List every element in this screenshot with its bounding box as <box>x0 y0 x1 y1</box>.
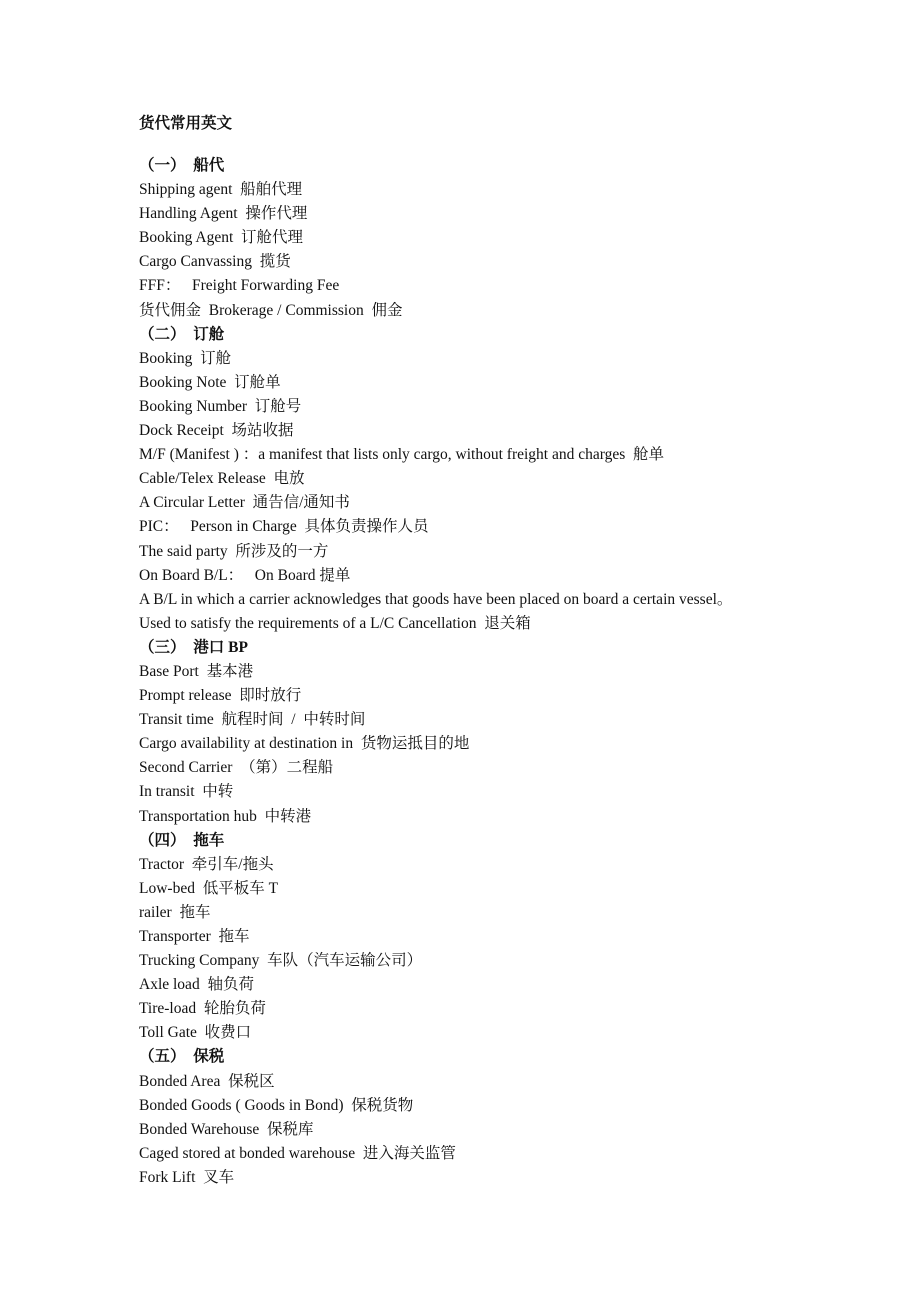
section-heading: （五） 保税 <box>139 1048 225 1066</box>
term-line: Tractor 牵引车/拖头 <box>139 855 274 873</box>
term-line: Low-bed 低平板车 T <box>139 879 279 897</box>
term-line: A B/L in which a carrier acknowledges that goods have been placed on board a certain vessel。 <box>139 590 733 608</box>
term-line: railer 拖车 <box>139 903 211 921</box>
term-line: Caged stored at bonded warehouse 进入海关监管 <box>139 1144 456 1162</box>
term-line: The said party 所涉及的一方 <box>139 542 329 560</box>
term-line: Toll Gate 收费口 <box>139 1024 252 1042</box>
term-line: In transit 中转 <box>139 783 234 801</box>
section-bonded <box>139 1045 879 1190</box>
term-line: Cable/Telex Release 电放 <box>139 470 305 488</box>
term-line: Cargo availability at destination in 货物运抵目的地 <box>139 735 470 753</box>
term-line: Tire-load 轮胎负荷 <box>139 1000 266 1018</box>
term-line: Base Port 基本港 <box>139 662 254 680</box>
term-line: Trucking Company 车队（汽车运输公司） <box>139 952 423 970</box>
section-port <box>139 636 879 829</box>
term-line: Booking Note 订舱单 <box>139 373 281 391</box>
term-line: Booking 订舱 <box>139 349 232 367</box>
term-line: PIC： Person in Charge 具体负责操作人员 <box>139 518 429 536</box>
term-line: Bonded Warehouse 保税库 <box>139 1120 314 1138</box>
section-booking <box>139 323 879 636</box>
term-line: On Board B/L： On Board 提单 <box>139 566 351 584</box>
term-line: Second Carrier （第）二程船 <box>139 759 334 777</box>
term-line: FFF： Freight Forwarding Fee <box>139 277 340 295</box>
term-line: Axle load 轴负荷 <box>139 976 254 994</box>
term-line: Bonded Area 保税区 <box>139 1072 275 1090</box>
term-line: M/F (Manifest ) ：a manifest that lists only cargo, without freight and charges 舱单 <box>139 446 665 464</box>
term-line: Prompt release 即时放行 <box>139 687 302 705</box>
term-line: Fork Lift 叉车 <box>139 1168 235 1186</box>
section-heading: （二） 订舱 <box>139 325 225 343</box>
term-line: Dock Receipt 场站收据 <box>139 422 294 440</box>
term-line: 货代佣金 Brokerage / Commission 佣金 <box>139 301 403 319</box>
term-line: Booking Number 订舱号 <box>139 397 302 415</box>
term-line: Shipping agent 船舶代理 <box>139 181 303 199</box>
document-page <box>139 112 879 1190</box>
section-heading: （四） 拖车 <box>139 831 225 849</box>
term-line: Transporter 拖车 <box>139 928 250 945</box>
term-line: Cargo Canvassing 揽货 <box>139 253 291 271</box>
section-trucking <box>139 829 879 1046</box>
term-line: Booking Agent 订舱代理 <box>139 229 304 247</box>
term-line: Transit time 航程时间 / 中转时间 <box>139 711 366 729</box>
term-line: Handling Agent 操作代理 <box>139 205 308 223</box>
term-line: Bonded Goods ( Goods in Bond) 保税货物 <box>139 1096 414 1114</box>
term-line: A Circular Letter 通告信/通知书 <box>139 494 350 512</box>
section-shipping-agency <box>139 154 879 323</box>
term-line: Used to satisfy the requirements of a L/C Cancellation 退关箱 <box>139 614 531 632</box>
section-heading: （一） 船代 <box>139 157 225 174</box>
term-line: Transportation hub 中转港 <box>139 807 312 825</box>
document-title: 货代常用英文 <box>139 115 233 132</box>
section-heading: （三） 港口 BP <box>139 638 248 656</box>
